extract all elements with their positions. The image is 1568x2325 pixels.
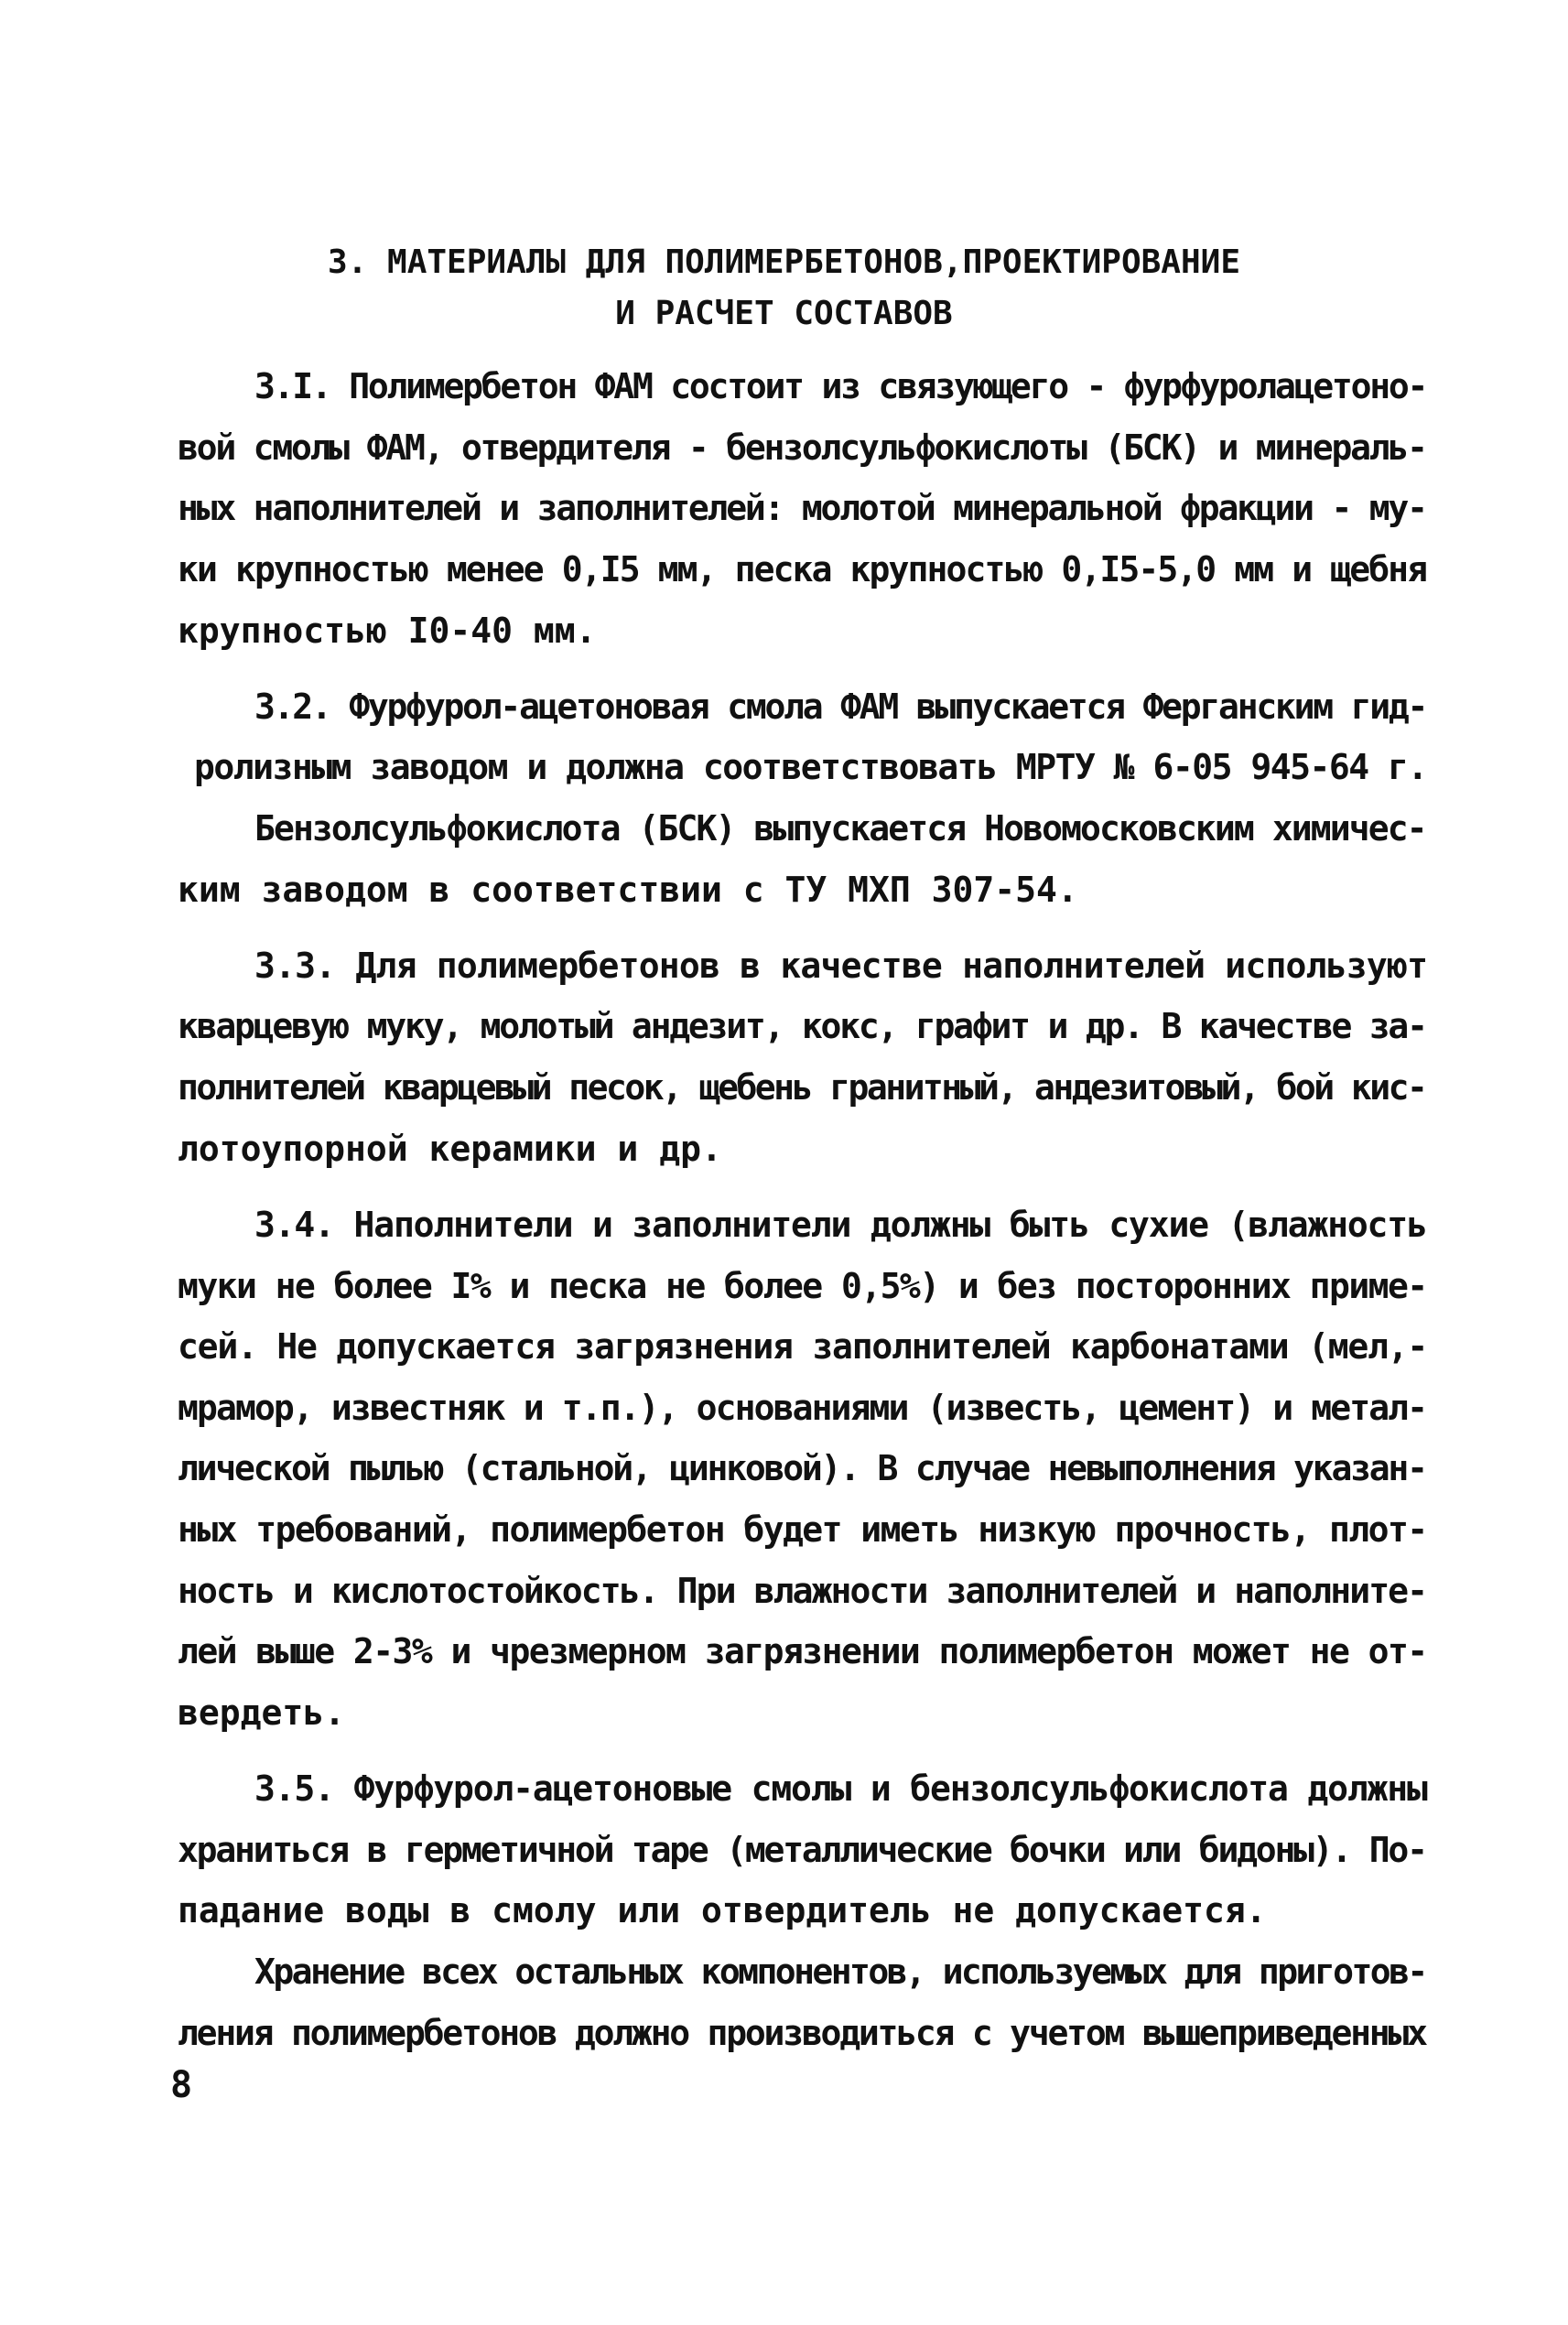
- paragraph-3-2b-line: Бензолсульфокислота (БСК) выпускается Новомосковским химичес-: [254, 808, 1426, 849]
- page-number: 8: [170, 2064, 193, 2106]
- paragraph-3-1-line: ки крупностью менее 0,I5 мм, песка крупностью 0,I5-5,0 мм и щебня: [178, 549, 1427, 589]
- paragraph-3-3-line: 3.3. Для полимербетонов в качестве наполнителей используют: [254, 946, 1428, 986]
- paragraph-3-3-line: кварцевую муку, молотый андезит, кокс, графит и др. В качестве за-: [178, 1006, 1426, 1046]
- paragraph-3-3-line: лотоупорной керамики и др.: [178, 1129, 722, 1169]
- paragraph-3-5-line: 3.5. Фурфурол-ацетоновые смолы и бензолсульфокислота должны: [254, 1768, 1427, 1809]
- paragraph-3-4-line: ных требований, полимербетон будет иметь низкую прочность, плот-: [178, 1509, 1427, 1550]
- paragraph-3-5-line: падание воды в смолу или отвердитель не допускается.: [178, 1890, 1267, 1930]
- paragraph-3-4-line: лической пылью (стальной, цинковой). В случае невыполнения указан-: [178, 1448, 1426, 1488]
- paragraph-3-2b-line: ким заводом в соответствии с ТУ МХП 307-54.: [178, 870, 1078, 910]
- paragraph-3-5-line: храниться в герметичной таре (металлические бочки или бидоны). По-: [178, 1830, 1426, 1870]
- paragraph-3-4-line: мрамор, известняк и т.п.), основаниями (известь, цемент) и метал-: [178, 1388, 1427, 1428]
- section-title-line-1: 3. МАТЕРИАЛЫ ДЛЯ ПОЛИМЕРБЕТОНОВ,ПРОЕКТИРОВАНИЕ: [328, 243, 1240, 281]
- paragraph-3-5b-line: Хранение всех остальных компонентов, используемых для приготов-: [254, 1952, 1426, 1992]
- paragraph-3-4-line: 3.4. Наполнители и заполнители должны быть сухие (влажность: [254, 1205, 1427, 1245]
- paragraph-3-4-line: вердеть.: [178, 1692, 346, 1733]
- paragraph-3-4-line: сей. Не допускается загрязнения заполнителей карбонатами (мел,-: [178, 1326, 1428, 1367]
- paragraph-3-2-line: ролизным заводом и должна соответствовать МРТУ № 6-05 945-64 г.: [194, 747, 1427, 787]
- paragraph-3-1-line: 3.I. Полимербетон ФАМ состоит из связующего - фурфуролацетоно-: [254, 366, 1427, 406]
- paragraph-3-4-line: ность и кислотостойкость. При влажности заполнителей и наполните-: [178, 1571, 1427, 1611]
- paragraph-3-3-line: полнителей кварцевый песок, щебень гранитный, андезитовый, бой кис-: [178, 1067, 1426, 1108]
- paragraph-3-2-line: 3.2. Фурфурол-ацетоновая смола ФАМ выпускается Ферганским гид-: [254, 687, 1427, 727]
- section-title-line-2: И РАСЧЕТ СОСТАВОВ: [615, 295, 953, 332]
- paragraph-3-4-line: лей выше 2-3% и чрезмерном загрязнении полимербетон может не от-: [178, 1631, 1427, 1671]
- paragraph-3-1-line: вой смолы ФАМ, отвердителя - бензолсульфокислоты (БСК) и минераль-: [178, 427, 1426, 468]
- paragraph-3-1-line: крупностью I0-40 мм.: [178, 611, 597, 651]
- paragraph-3-4-line: муки не более I% и песка не более 0,5%) и без посторонних приме-: [178, 1266, 1427, 1306]
- paragraph-3-5b-line: ления полимербетонов должно производиться с учетом вышеприведенных: [178, 2013, 1426, 2053]
- paragraph-3-1-line: ных наполнителей и заполнителей: молотой минеральной фракции - му-: [178, 488, 1426, 528]
